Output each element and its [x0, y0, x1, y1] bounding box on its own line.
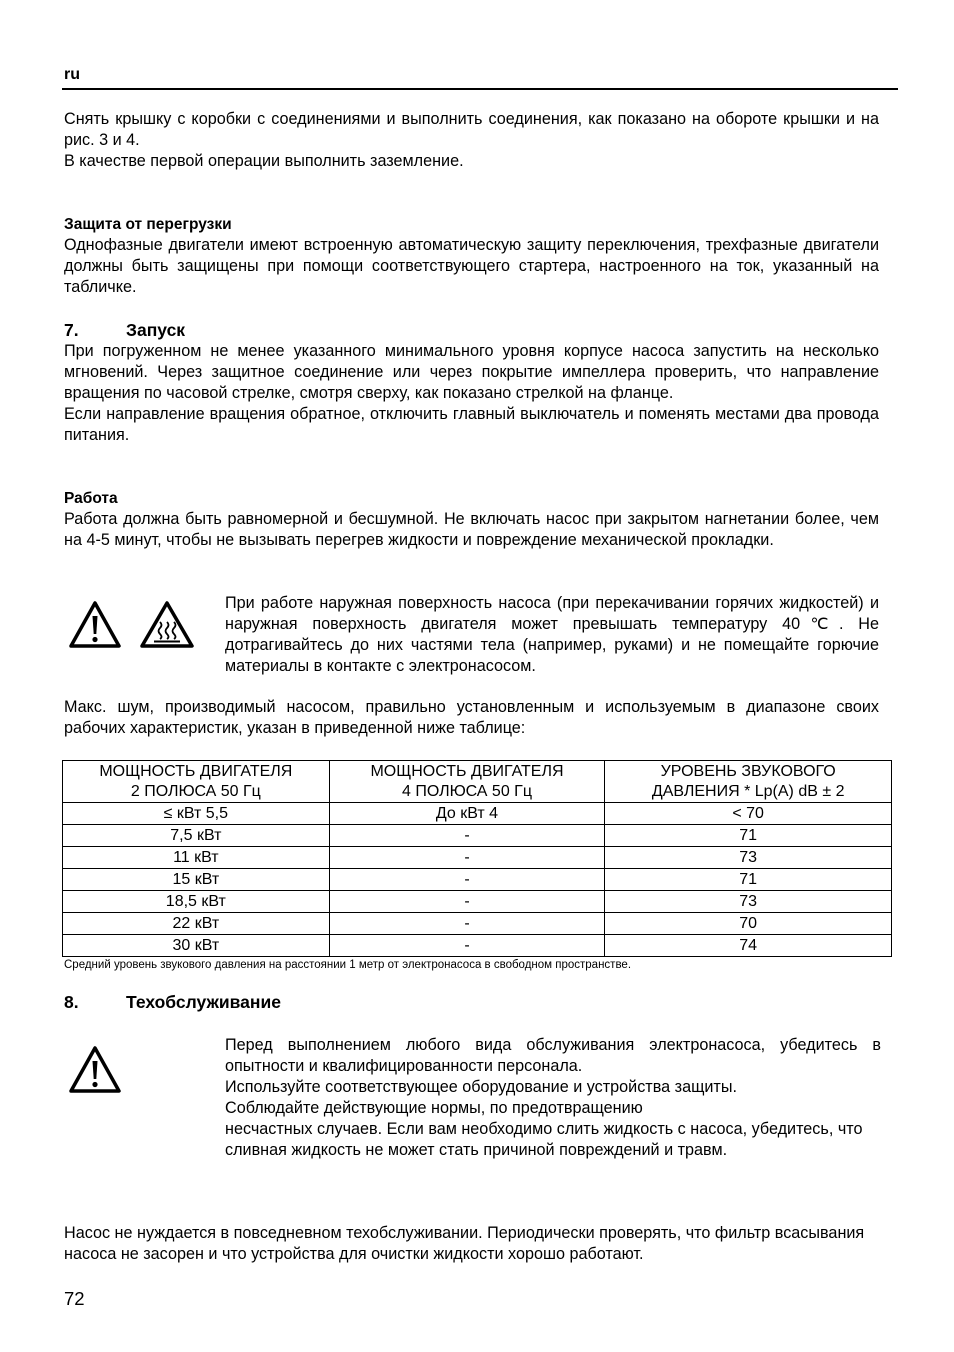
- table-cell: -: [329, 935, 605, 957]
- table-cell: 7,5 кВт: [63, 825, 330, 847]
- operation-title: Работа: [64, 490, 118, 507]
- hot-surface-warning-text: При работе наружная поверхность насоса (при перекачивании горячих жидкостей) и наружная поверхность двигателя может превышать температуру 40℃. Не дотрагивайтесь до них частями тела (например, руками) и не помещайте горючие материалы в контакте с электронасосом.: [225, 594, 879, 675]
- header-text: 2 ПОЛЮСА 50 Гц: [130, 783, 261, 800]
- table-cell: < 70: [605, 803, 892, 825]
- header-divider: [62, 88, 898, 90]
- header-text: МОЩНОСТЬ ДВИГАТЕЛЯ: [99, 763, 293, 780]
- section-7: [64, 320, 879, 446]
- overload-section: [64, 214, 879, 298]
- page-number: 72: [64, 1288, 85, 1309]
- section-8-title: Техобслуживание: [126, 992, 281, 1012]
- table-row: [63, 935, 892, 957]
- table-cell: 71: [605, 825, 892, 847]
- table-cell: 18,5 кВт: [63, 891, 330, 913]
- operation-section: [64, 488, 879, 551]
- table-cell: -: [329, 869, 605, 891]
- table-row: [63, 869, 892, 891]
- header-text: МОЩНОСТЬ ДВИГАТЕЛЯ: [370, 763, 564, 780]
- table-cell: 11 кВт: [63, 847, 330, 869]
- table-cell: 15 кВт: [63, 869, 330, 891]
- table-cell: До кВт 4: [329, 803, 605, 825]
- table-footnote: Средний уровень звукового давления на расстоянии 1 метр от электронасоса в свободном пространстве.: [64, 959, 632, 971]
- header-text: ДАВЛЕНИЯ * Lp(A) dB ± 2: [651, 783, 845, 800]
- table-row: [63, 803, 892, 825]
- header-motor-4-poles: [329, 761, 605, 803]
- noise-intro: Макс. шум, производимый насосом, правильно установленным и используемым в диапазоне своих рабочих характеристик, указан в приведенной ниже таблице:: [64, 698, 879, 737]
- table-row: [63, 847, 892, 869]
- section-7-para-1: При погруженном не менее указанного минимального уровня корпусе насоса запустить на несколько мгновений. Через защитное соединение или через покрытие импеллера проверить, что направление вращения по часовой стрелке, смотря сверху, как показано стрелкой на фланце.: [64, 342, 879, 402]
- section-8-heading-block: [64, 992, 879, 1013]
- section-8-heading: [64, 992, 879, 1013]
- language-code: ru: [64, 66, 80, 83]
- table-cell: 70: [605, 913, 892, 935]
- table-cell: -: [329, 913, 605, 935]
- section-7-title: Запуск: [126, 320, 186, 340]
- section-7-heading: [64, 320, 879, 341]
- table-row: [63, 825, 892, 847]
- section-8-number: 8.: [64, 992, 79, 1012]
- table-cell: 74: [605, 935, 892, 957]
- table-cell: -: [329, 847, 605, 869]
- table-cell: -: [329, 891, 605, 913]
- connection-paragraph: [64, 109, 879, 172]
- table-cell: 73: [605, 847, 892, 869]
- maintenance-warning-line: несчастных случаев. Если вам необходимо слить жидкость с насоса, убедитесь, что сливная жидкость не может стать причиной повреждений и травм.: [225, 1120, 863, 1159]
- maintenance-warning-line: Соблюдайте действующие нормы, по предотвращению: [225, 1099, 643, 1117]
- operation-text: Работа должна быть равномерной и бесшумной. Не включать насос при закрытом нагнетании более, чем на 4-5 минут, чтобы не вызывать перегрев жидкости и повреждение механической прокладки.: [64, 510, 879, 549]
- table-cell: -: [329, 825, 605, 847]
- maintenance-warning: [225, 1035, 881, 1161]
- table-cell: 73: [605, 891, 892, 913]
- connection-text: Снять крышку с коробки с соединениями и выполнить соединения, как показано на обороте крышки и на рис. 3 и 4.: [64, 110, 879, 149]
- header-motor-2-poles: [63, 761, 330, 803]
- section-7-para-2: Если направление вращения обратное, отключить главный выключатель и поменять местами два провода питания.: [64, 405, 879, 444]
- grounding-text: В качестве первой операции выполнить заземление.: [64, 152, 464, 170]
- maintenance-warning-line: Перед выполнением любого вида обслуживания электронасоса, убедитесь в опытности и квалифицированности персонала.: [225, 1036, 881, 1075]
- header-text: 4 ПОЛЮСА 50 Гц: [402, 783, 532, 800]
- overload-title: Защита от перегрузки: [64, 216, 232, 233]
- header-sound-pressure: [605, 761, 892, 803]
- warning-icon: [68, 600, 122, 650]
- warning-icon: [68, 1045, 122, 1095]
- header-text: УРОВЕНЬ ЗВУКОВОГО: [660, 763, 836, 780]
- maintenance-warning-line: Используйте соответствующее оборудование и устройства защиты.: [225, 1078, 737, 1096]
- maintenance-closing-text: Насос не нуждается в повседневном техобслуживании. Периодически проверять, что фильтр всасывания насоса не засорен и что устройства для очистки жидкости хорошо работают.: [64, 1224, 865, 1263]
- noise-table: [62, 760, 892, 957]
- hot-surface-icon: [139, 600, 195, 650]
- table-cell: ≤ кВт 5,5: [63, 803, 330, 825]
- table-cell: 30 кВт: [63, 935, 330, 957]
- table-cell: 71: [605, 869, 892, 891]
- overload-text: Однофазные двигатели имеют встроенную автоматическую защиту переключения, трехфазные двигатели должны быть защищены при помощи соответствующего стартера, настроенного на ток, указанный на табличке.: [64, 236, 879, 296]
- noise-table-header-row: [63, 761, 892, 803]
- table-cell: 22 кВт: [63, 913, 330, 935]
- table-row: [63, 913, 892, 935]
- table-row: [63, 891, 892, 913]
- section-7-number: 7.: [64, 320, 79, 340]
